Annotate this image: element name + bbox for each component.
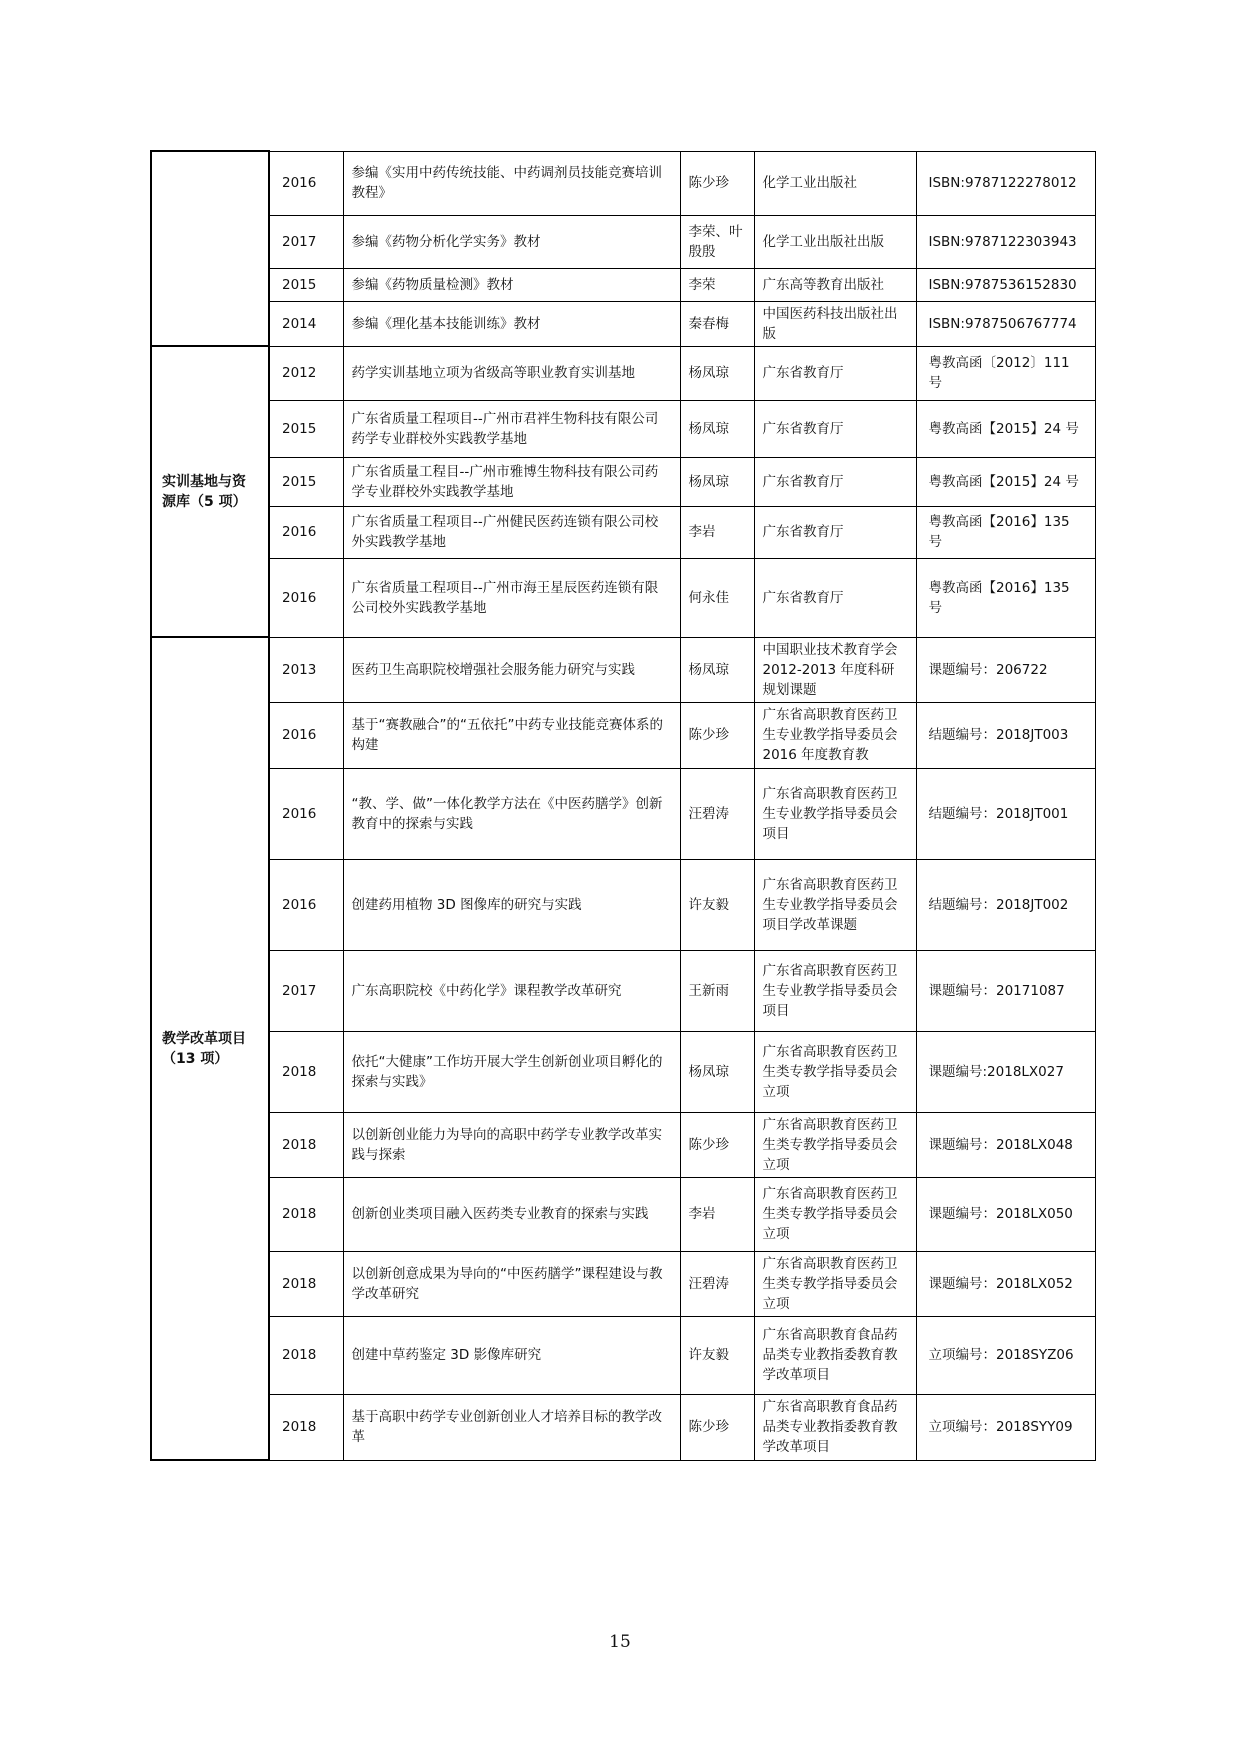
table-row	[151, 215, 1095, 268]
person-cell: 陈少珍	[680, 151, 754, 215]
title-cell: 以创新创意成果为导向的“中医药膳学”课程建设与教学改革研究	[343, 1251, 680, 1316]
code-cell: ISBN:9787122303943	[916, 215, 1095, 268]
table-row	[151, 558, 1095, 637]
table-row	[151, 506, 1095, 558]
person-cell: 王新雨	[680, 950, 754, 1031]
title-cell: 基于高职中药学专业创新创业人才培养目标的教学改革	[343, 1394, 680, 1460]
person-cell: 许友毅	[680, 859, 754, 950]
title-cell: 创建中草药鉴定 3D 影像库研究	[343, 1316, 680, 1394]
table-row	[151, 301, 1095, 346]
org-cell: 广东省教育厅	[754, 457, 916, 506]
org-cell: 广东省高职教育医药卫生专业教学指导委员会项目	[754, 768, 916, 859]
title-cell: 基于“赛教融合”的“五依托”中药专业技能竞赛体系的构建	[343, 702, 680, 768]
code-cell: 粤教高函【2016】135 号	[916, 506, 1095, 558]
person-cell: 许友毅	[680, 1316, 754, 1394]
org-cell: 化学工业出版社出版	[754, 215, 916, 268]
title-cell: 广东省质量工程项目--广州市君袢生物科技有限公司药学专业群校外实践教学基地	[343, 400, 680, 457]
person-cell: 陈少珍	[680, 1394, 754, 1460]
project-table	[150, 150, 1096, 1461]
person-cell: 陈少珍	[680, 702, 754, 768]
table-row	[151, 637, 1095, 702]
year-cell: 2016	[269, 768, 343, 859]
person-cell: 何永佳	[680, 558, 754, 637]
org-cell: 广东省高职教育医药卫生类专教学指导委员会立项	[754, 1112, 916, 1177]
title-cell: 创新创业类项目融入医药类专业教育的探索与实践	[343, 1177, 680, 1251]
table-row	[151, 268, 1095, 301]
person-cell: 杨凤琼	[680, 1031, 754, 1112]
table-row	[151, 1031, 1095, 1112]
table-row	[151, 1394, 1095, 1460]
person-cell: 李岩	[680, 506, 754, 558]
person-cell: 秦春梅	[680, 301, 754, 346]
title-cell: 医药卫生高职院校增强社会服务能力研究与实践	[343, 637, 680, 702]
code-cell: 粤教高函【2015】24 号	[916, 400, 1095, 457]
table-row	[151, 1177, 1095, 1251]
table-row	[151, 151, 1095, 215]
year-cell: 2015	[269, 457, 343, 506]
code-cell: 结题编号：2018JT001	[916, 768, 1095, 859]
title-cell: 以创新创业能力为导向的高职中药学专业教学改革实践与探索	[343, 1112, 680, 1177]
title-cell: 参编《实用中药传统技能、中药调剂员技能竞赛培训教程》	[343, 151, 680, 215]
org-cell: 广东高等教育出版社	[754, 268, 916, 301]
org-cell: 广东省高职教育食品药品类专业教指委教育教学改革项目	[754, 1316, 916, 1394]
category-cell: 教学改革项目（13 项）	[151, 637, 269, 1460]
code-cell: 课题编号：2018LX050	[916, 1177, 1095, 1251]
org-cell: 广东省高职教育医药卫生类专教学指导委员会立项	[754, 1251, 916, 1316]
title-cell: 参编《药物质量检测》教材	[343, 268, 680, 301]
year-cell: 2018	[269, 1177, 343, 1251]
table-row	[151, 1251, 1095, 1316]
year-cell: 2016	[269, 558, 343, 637]
code-cell: 课题编号:2018LX027	[916, 1031, 1095, 1112]
code-cell: 课题编号：2018LX052	[916, 1251, 1095, 1316]
org-cell: 广东省高职教育食品药品类专业教指委教育教学改革项目	[754, 1394, 916, 1460]
title-cell: “教、学、做”一体化教学方法在《中医药膳学》创新教育中的探索与实践	[343, 768, 680, 859]
title-cell: 广东省质量工程项目--广州健民医药连锁有限公司校外实践教学基地	[343, 506, 680, 558]
code-cell: ISBN:9787536152830	[916, 268, 1095, 301]
category-cell: 实训基地与资源库（5 项）	[151, 346, 269, 637]
org-cell: 广东省教育厅	[754, 346, 916, 400]
year-cell: 2013	[269, 637, 343, 702]
person-cell: 李岩	[680, 1177, 754, 1251]
title-cell: 药学实训基地立项为省级高等职业教育实训基地	[343, 346, 680, 400]
org-cell: 中国医药科技出版社出版	[754, 301, 916, 346]
table-row	[151, 702, 1095, 768]
code-cell: 课题编号：2018LX048	[916, 1112, 1095, 1177]
org-cell: 中国职业技术教育学会 2012-2013 年度科研规划课题	[754, 637, 916, 702]
page-number: 15	[609, 1632, 631, 1652]
title-cell: 广东高职院校《中药化学》课程教学改革研究	[343, 950, 680, 1031]
year-cell: 2017	[269, 215, 343, 268]
person-cell: 陈少珍	[680, 1112, 754, 1177]
org-cell: 广东省高职教育医药卫生专业教学指导委员会 2016 年度教育教	[754, 702, 916, 768]
year-cell: 2016	[269, 151, 343, 215]
person-cell: 杨凤琼	[680, 637, 754, 702]
table-row	[151, 457, 1095, 506]
title-cell: 广东省质量工程项目--广州市海王星辰医药连锁有限公司校外实践教学基地	[343, 558, 680, 637]
year-cell: 2018	[269, 1394, 343, 1460]
code-cell: 粤教高函【2016】135 号	[916, 558, 1095, 637]
title-cell: 参编《理化基本技能训练》教材	[343, 301, 680, 346]
person-cell: 杨凤琼	[680, 346, 754, 400]
org-cell: 广东省教育厅	[754, 506, 916, 558]
year-cell: 2014	[269, 301, 343, 346]
title-cell: 广东省质量工程目--广州市雅博生物科技有限公司药学专业群校外实践教学基地	[343, 457, 680, 506]
title-cell: 依托“大健康”工作坊开展大学生创新创业项目孵化的探索与实践》	[343, 1031, 680, 1112]
code-cell: 课题编号：20171087	[916, 950, 1095, 1031]
year-cell: 2018	[269, 1112, 343, 1177]
code-cell: ISBN:9787122278012	[916, 151, 1095, 215]
code-cell: 立项编号：2018SYY09	[916, 1394, 1095, 1460]
org-cell: 广东省高职教育医药卫生类专教学指导委员会立项	[754, 1031, 916, 1112]
year-cell: 2015	[269, 400, 343, 457]
org-cell: 化学工业出版社	[754, 151, 916, 215]
table-row	[151, 346, 1095, 400]
person-cell: 李荣	[680, 268, 754, 301]
year-cell: 2018	[269, 1316, 343, 1394]
person-cell: 李荣、叶殷殷	[680, 215, 754, 268]
year-cell: 2016	[269, 859, 343, 950]
year-cell: 2016	[269, 506, 343, 558]
table-row	[151, 1112, 1095, 1177]
table-row	[151, 768, 1095, 859]
person-cell: 汪碧涛	[680, 768, 754, 859]
person-cell: 杨凤琼	[680, 457, 754, 506]
org-cell: 广东省高职教育医药卫生类专教学指导委员会立项	[754, 1177, 916, 1251]
year-cell: 2015	[269, 268, 343, 301]
person-cell: 汪碧涛	[680, 1251, 754, 1316]
title-cell: 参编《药物分析化学实务》教材	[343, 215, 680, 268]
title-cell: 创建药用植物 3D 图像库的研究与实践	[343, 859, 680, 950]
year-cell: 2018	[269, 1251, 343, 1316]
org-cell: 广东省教育厅	[754, 400, 916, 457]
code-cell: 结题编号：2018JT002	[916, 859, 1095, 950]
code-cell: 结题编号：2018JT003	[916, 702, 1095, 768]
code-cell: 立项编号：2018SYZ06	[916, 1316, 1095, 1394]
table-row	[151, 859, 1095, 950]
table-row	[151, 400, 1095, 457]
code-cell: 课题编号：206722	[916, 637, 1095, 702]
person-cell: 杨凤琼	[680, 400, 754, 457]
org-cell: 广东省高职教育医药卫生专业教学指导委员会项目	[754, 950, 916, 1031]
code-cell: 粤教高函〔2012〕111 号	[916, 346, 1095, 400]
code-cell: ISBN:9787506767774	[916, 301, 1095, 346]
category-cell	[151, 151, 269, 346]
code-cell: 粤教高函【2015】24 号	[916, 457, 1095, 506]
year-cell: 2012	[269, 346, 343, 400]
year-cell: 2017	[269, 950, 343, 1031]
table-row	[151, 950, 1095, 1031]
year-cell: 2016	[269, 702, 343, 768]
org-cell: 广东省高职教育医药卫生专业教学指导委员会项目学改革课题	[754, 859, 916, 950]
org-cell: 广东省教育厅	[754, 558, 916, 637]
year-cell: 2018	[269, 1031, 343, 1112]
table-row	[151, 1316, 1095, 1394]
